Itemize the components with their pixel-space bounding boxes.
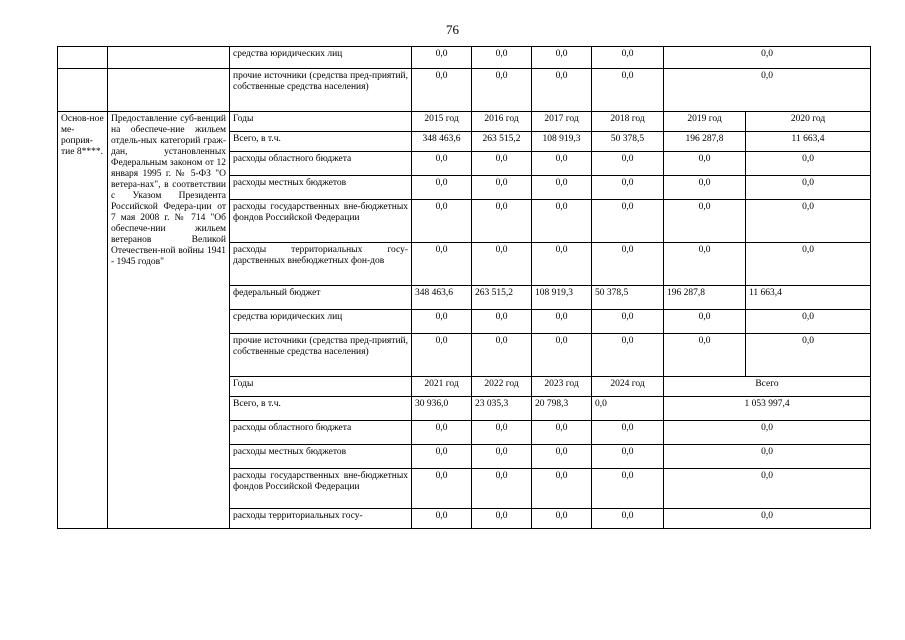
value-cell: 0,0 [412,47,472,69]
funding-source-label: расходы местных бюджетов [230,176,412,200]
funding-source-label: расходы территориальных госу- [230,509,412,529]
year-header-cell: 2020 год [746,112,871,132]
value-cell: 0,0 [664,200,746,243]
value-cell: 0,0 [412,69,472,112]
value-cell: 0,0 [412,176,472,200]
value-cell: 0,0 [412,509,472,529]
year-header-cell: 2017 год [532,112,592,132]
funding-source-label: расходы государственных вне-бюджетных фондов Российской Федерации [230,469,412,509]
value-cell: 0,0 [472,69,532,112]
value-cell: 0,0 [592,152,664,176]
value-cell: 0,0 [532,243,592,286]
program-description: Предоставление суб-венций на обеспече-ние жильем отдель-ных категорий граж-дан, установленных Федеральным законом от 12 января 1995 г. № 5-ФЗ "О ветера-нах", в соответствии с Указом Президента Российской Федера-ции от 7 мая 2008 г. № 714 "Об обеспече-нии жильем ветеранов Великой Отечествен-ной войны 1941 - 1945 годов" [108,112,230,529]
funding-source-label: расходы областного бюджета [230,421,412,445]
value-cell: 0,0 [592,421,664,445]
value-cell: 0,0 [664,152,746,176]
value-cell: 0,0 [472,469,532,509]
value-cell: 0,0 [664,310,746,334]
value-cell: 50 378,5 [592,132,664,152]
value-cell: 0,0 [472,200,532,243]
funding-source-label: прочие источники (средства пред-приятий, собственные средства населения) [230,334,412,377]
funding-source-label: средства юридических лиц [230,310,412,334]
funding-source-label: расходы областного бюджета [230,152,412,176]
funding-source-label: Всего, в т.ч. [230,132,412,152]
value-cell: 0,0 [592,445,664,469]
value-cell: 0,0 [592,243,664,286]
funding-source-label: расходы территориальных госу-дарственных внебюджетных фон-дов [230,243,412,286]
value-cell: 0,0 [746,243,871,286]
value-cell: 196 287,8 [664,286,746,310]
value-cell: 0,0 [472,176,532,200]
year-header-row [58,112,871,132]
value-cell: 20 798,3 [532,397,592,421]
value-cell: 0,0 [412,310,472,334]
value-cell: 0,0 [592,310,664,334]
value-cell: 0,0 [412,469,472,509]
value-cell: 0,0 [664,334,746,377]
table-row [58,47,871,69]
year-header-cell: 2022 год [472,377,532,397]
value-cell: 0,0 [472,421,532,445]
value-cell: 0,0 [746,152,871,176]
value-cell: 11 663,4 [746,286,871,310]
value-cell: 0,0 [412,334,472,377]
value-cell: 0,0 [746,176,871,200]
total-value-cell: 0,0 [664,47,871,69]
value-cell: 0,0 [472,243,532,286]
value-cell: 0,0 [664,176,746,200]
years-label: Годы [230,112,412,132]
value-cell: 0,0 [412,152,472,176]
years-label: Годы [230,377,412,397]
value-cell: 0,0 [592,69,664,112]
value-cell: 0,0 [746,310,871,334]
value-cell: 0,0 [472,310,532,334]
value-cell: 0,0 [592,509,664,529]
value-cell: 263 515,2 [472,132,532,152]
value-cell: 50 378,5 [592,286,664,310]
funding-source-label: федеральный бюджет [230,286,412,310]
value-cell: 0,0 [592,334,664,377]
program-code: Основ-ное ме-роприя-тие 8****. [58,112,108,529]
value-cell: 0,0 [532,310,592,334]
table-row [58,69,871,112]
total-value-cell: 0,0 [664,421,871,445]
value-cell: 0,0 [532,509,592,529]
value-cell: 0,0 [412,243,472,286]
value-cell: 0,0 [532,176,592,200]
value-cell: 0,0 [412,421,472,445]
funding-source-label: Всего, в т.ч. [230,397,412,421]
funding-source-label: средства юридических лиц [230,47,412,69]
value-cell: 0,0 [746,200,871,243]
value-cell: 108 919,3 [532,132,592,152]
value-cell: 0,0 [592,469,664,509]
program-code-cell [58,47,108,69]
value-cell: 23 035,3 [472,397,532,421]
value-cell: 196 287,8 [664,132,746,152]
value-cell: 0,0 [532,445,592,469]
year-header-cell: 2019 год [664,112,746,132]
value-cell: 0,0 [746,334,871,377]
value-cell: 0,0 [664,243,746,286]
budget-table [57,46,871,529]
total-value-cell: 0,0 [664,69,871,112]
year-header-cell: 2021 год [412,377,472,397]
value-cell: 0,0 [472,334,532,377]
program-description-cell [108,47,230,69]
total-value-cell: 0,0 [664,469,871,509]
value-cell: 0,0 [472,47,532,69]
total-value-cell: 0,0 [664,445,871,469]
value-cell: 0,0 [472,445,532,469]
year-header-cell: 2016 год [472,112,532,132]
budget-table-body [58,47,871,529]
funding-source-label: расходы местных бюджетов [230,445,412,469]
value-cell: 0,0 [532,47,592,69]
value-cell: 108 919,3 [532,286,592,310]
total-value-cell: 0,0 [664,509,871,529]
page-number: 76 [446,22,459,37]
value-cell: 0,0 [472,152,532,176]
value-cell: 0,0 [412,200,472,243]
value-cell: 30 936,0 [412,397,472,421]
value-cell: 0,0 [532,152,592,176]
funding-source-label: прочие источники (средства пред-приятий, собственные средства населения) [230,69,412,112]
value-cell: 0,0 [532,200,592,243]
value-cell: 0,0 [592,47,664,69]
value-cell: 348 463,6 [412,132,472,152]
value-cell: 0,0 [412,445,472,469]
year-header-cell: 2015 год [412,112,472,132]
value-cell: 0,0 [592,176,664,200]
value-cell: 11 663,4 [746,132,871,152]
value-cell: 263 515,2 [472,286,532,310]
value-cell: 0,0 [532,334,592,377]
year-header-cell: 2023 год [532,377,592,397]
year-header-cell: 2024 год [592,377,664,397]
value-cell: 0,0 [532,469,592,509]
program-code-cell [58,69,108,112]
value-cell: 0,0 [532,69,592,112]
year-header-cell: 2018 год [592,112,664,132]
total-value-cell: 1 053 997,4 [664,397,871,421]
value-cell: 0,0 [532,421,592,445]
program-description-cell [108,69,230,112]
value-cell: 0,0 [592,397,664,421]
value-cell: 0,0 [592,200,664,243]
total-header-cell: Всего [664,377,871,397]
funding-source-label: расходы государственных вне-бюджетных фондов Российской Федерации [230,200,412,243]
value-cell: 348 463,6 [412,286,472,310]
value-cell: 0,0 [472,509,532,529]
